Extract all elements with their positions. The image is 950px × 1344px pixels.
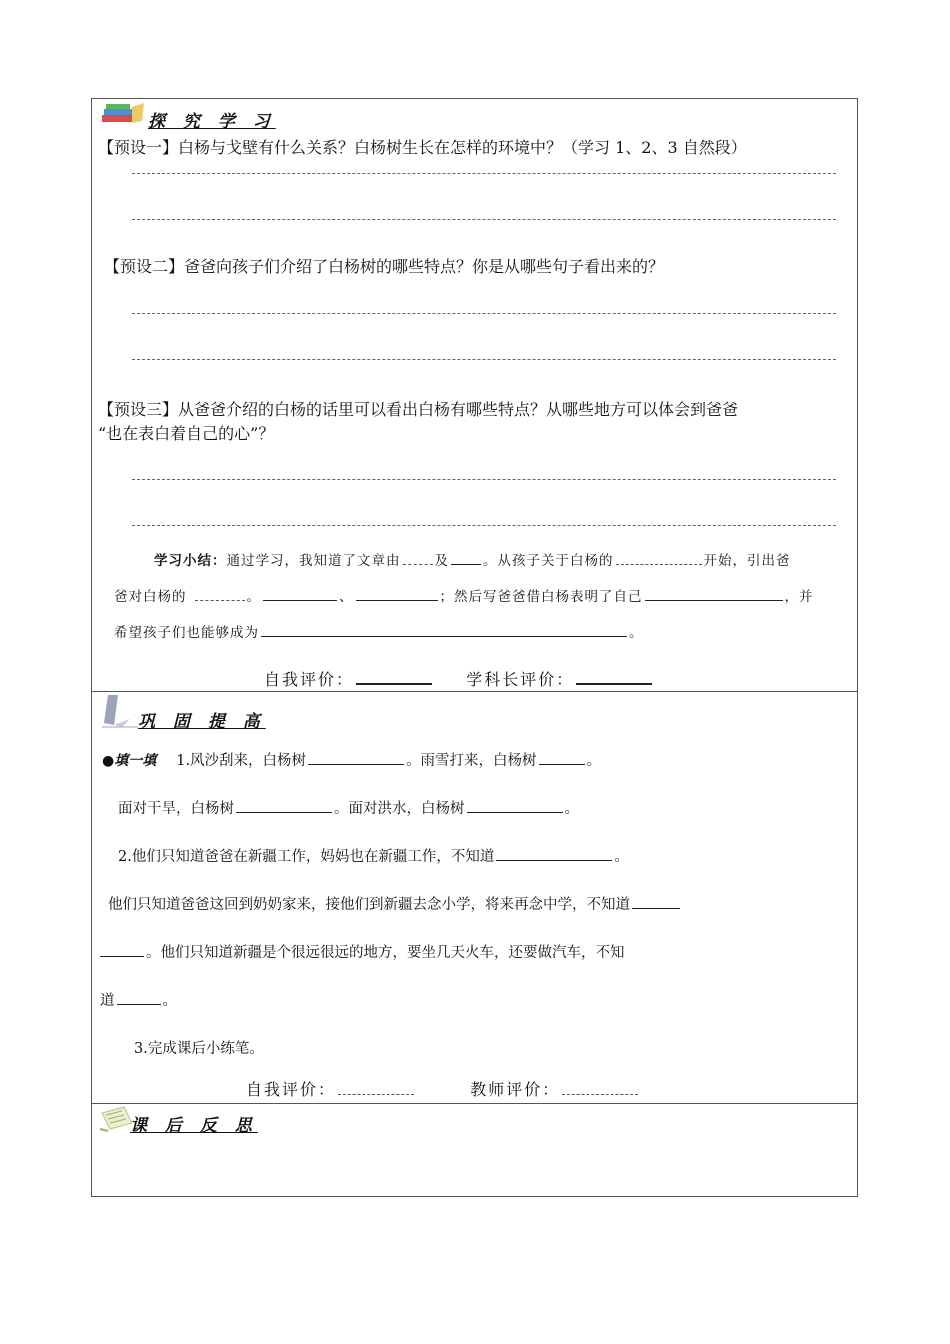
- blank[interactable]: [616, 552, 702, 565]
- fill-text: 。面对洪水，白杨树: [334, 801, 465, 817]
- question-1: 【预设一】白杨与戈壁有什么关系？白杨树生长在怎样的环境中？（学习 1、2、3 自然段）: [98, 138, 747, 157]
- summary-text: 爸对白杨的: [114, 589, 187, 605]
- self-eval-blank[interactable]: [356, 669, 432, 685]
- blank[interactable]: [356, 588, 438, 601]
- section-title: 探 究 学 习: [148, 112, 276, 132]
- answer-line[interactable]: [132, 359, 836, 360]
- answer-line[interactable]: [132, 173, 836, 174]
- summary-text: ；然后写爸爸借白杨表明了自己: [439, 589, 643, 605]
- answer-line[interactable]: [132, 525, 836, 526]
- self-eval-blank[interactable]: [338, 1082, 414, 1095]
- blank[interactable]: [539, 750, 585, 765]
- fill-label: ●填一填: [102, 753, 157, 769]
- blank[interactable]: [261, 624, 627, 637]
- fill-text: 他们只知道爸爸这回到奶奶家来，接他们到新疆去念小学，将来再念中学，不知道: [108, 897, 630, 913]
- evaluation-row: [246, 1077, 640, 1100]
- summary-line-3: [114, 621, 644, 641]
- blank[interactable]: [263, 588, 337, 601]
- answer-line[interactable]: [132, 219, 836, 220]
- pen-icon: [100, 693, 140, 729]
- section-reflection: [92, 1103, 857, 1196]
- fill-text: 。: [586, 753, 602, 769]
- self-eval-label: 自我评价：: [246, 1080, 337, 1099]
- fill-line-6: [100, 989, 177, 1010]
- fill-line-1: [102, 749, 601, 770]
- section-explore: [92, 99, 857, 692]
- self-eval-label: 自我评价：: [264, 670, 355, 689]
- fill-text: 1.风沙刮来，白杨树: [176, 753, 307, 769]
- teacher-eval-label: 教师评价：: [470, 1080, 561, 1099]
- question-2: 【预设二】爸爸向孩子们介绍了白杨树的哪些特点？你是从哪些句子看出来的？: [104, 257, 665, 276]
- section-title: 课 后 反 思: [130, 1116, 258, 1136]
- summary-text: 希望孩子们也能够成为: [114, 625, 259, 641]
- fill-line-5: [100, 941, 625, 962]
- books-icon: [100, 101, 146, 127]
- summary-text: 通过学习，我知道了文章由: [226, 553, 401, 569]
- fill-line-3: [118, 845, 629, 866]
- question-3-cont: “也在表白着自己的心”？: [98, 424, 275, 443]
- summary-label: 学习小结：: [154, 553, 227, 569]
- fill-text: 。他们只知道新疆是个很远很远的地方，要坐几天火车，还要做汽车，不知: [146, 945, 625, 961]
- fill-text: 。雨雪打来，白杨树: [406, 753, 537, 769]
- blank[interactable]: [451, 552, 481, 565]
- blank[interactable]: [496, 846, 612, 861]
- fill-text: 2.他们只知道爸爸在新疆工作，妈妈也在新疆工作，不知道: [118, 849, 495, 865]
- teacher-eval-blank[interactable]: [562, 1082, 638, 1095]
- section-consolidate: [92, 691, 857, 1104]
- summary-text: 及: [434, 553, 449, 569]
- blank[interactable]: [100, 942, 144, 957]
- summary-text: ，并: [784, 589, 814, 605]
- answer-line[interactable]: [132, 313, 836, 314]
- fill-line-2: [118, 797, 579, 818]
- blank[interactable]: [236, 798, 332, 813]
- fill-text: 。: [614, 849, 629, 865]
- blank[interactable]: [308, 750, 404, 765]
- fill-line-7: 3.完成课后小练笔。: [134, 1041, 264, 1057]
- section-title: 巩 固 提 高: [138, 712, 266, 732]
- summary-text: 开始，引出爸: [703, 553, 791, 569]
- leader-eval-blank[interactable]: [576, 669, 652, 685]
- summary-text: 。: [629, 625, 644, 641]
- summary-line-1: [154, 549, 791, 569]
- fill-text: 。: [162, 993, 177, 1009]
- fill-text: 面对干旱，白杨树: [118, 801, 234, 817]
- summary-text: 、: [339, 589, 354, 605]
- summary-line-2: [114, 585, 814, 605]
- fill-line-4: [108, 893, 682, 914]
- blank[interactable]: [403, 552, 433, 565]
- question-3: 【预设三】从爸爸介绍的白杨的话里可以看出白杨有哪些特点？从哪些地方可以体会到爸爸: [98, 400, 739, 419]
- evaluation-row: [264, 667, 654, 690]
- blank[interactable]: [645, 588, 783, 601]
- answer-line[interactable]: [132, 479, 836, 480]
- blank[interactable]: [467, 798, 563, 813]
- summary-text: 。从孩子关于白杨的: [483, 553, 614, 569]
- blank[interactable]: [117, 990, 161, 1005]
- blank[interactable]: [632, 894, 680, 909]
- leader-eval-label: 学科长评价：: [466, 670, 575, 689]
- summary-text: 。: [246, 589, 261, 605]
- worksheet-frame: [91, 98, 858, 1197]
- fill-text: 道: [100, 993, 115, 1009]
- fill-text: 。: [564, 801, 579, 817]
- blank[interactable]: [195, 588, 245, 601]
